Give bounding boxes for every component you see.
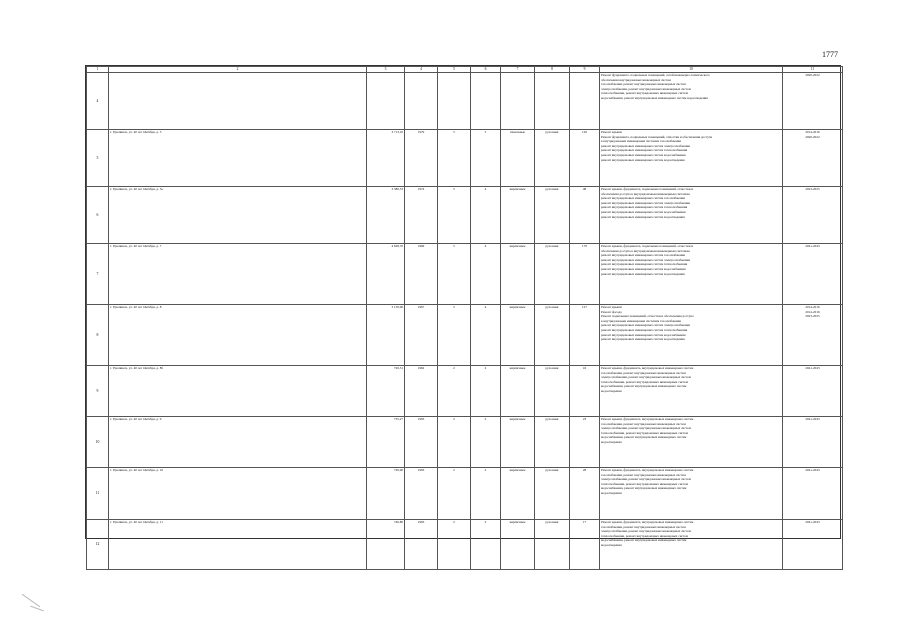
works-cell (600, 244, 783, 305)
wall-material-cell: кирпичные (501, 244, 535, 305)
header-cell: 10 (600, 67, 783, 73)
row-number: 8 (87, 305, 109, 366)
work-item: ремонт внутридомовых инженерных систем газоснабжения (601, 196, 685, 201)
period-cell (783, 520, 843, 570)
table-row (87, 417, 843, 468)
row-number: 5 (87, 130, 109, 187)
work-item: теплоснабжения, ремонт внутридомовых инженерных систем (601, 533, 688, 538)
area-cell: 735,27 (367, 417, 405, 468)
table-row (87, 244, 843, 305)
floors-cell: 2 (438, 468, 471, 520)
period-cell (783, 244, 843, 305)
period-item: 2041-2043 (805, 244, 820, 248)
address-cell: г. Урюпинск, ул. 40 лет Октября, д. 5 (109, 130, 367, 187)
address-cell: г. Урюпинск, ул. 40 лет Октября, д. 5а (109, 187, 367, 244)
period-item: 2014-2016 (805, 309, 820, 314)
row-number: 11 (87, 468, 109, 520)
work-item: Ремонт фасада (601, 309, 622, 314)
roof-type-cell: рулонная (535, 417, 570, 468)
apartments-cell (570, 73, 600, 130)
header-cell: 9 (570, 67, 600, 73)
floors-cell: 2 (438, 520, 471, 570)
period-item: 2014-2016 (805, 130, 820, 134)
work-item: электроснабжения, ремонт внутридомовых инженерных систем (601, 86, 691, 91)
wall-material-cell (501, 73, 535, 130)
row-number: 4 (87, 73, 109, 130)
work-item: водоснабжения, ремонт внутридомовых инженерных систем водоотведения (601, 95, 708, 100)
works-cell (600, 187, 783, 244)
area-cell: 3 380,53 (367, 187, 405, 244)
wall-material-cell: кирпичные (501, 187, 535, 244)
work-item: электроснабжения, ремонт внутридомовых инженерных систем (601, 529, 691, 534)
work-item: водоотведения (601, 388, 622, 393)
year-cell: 1969 (405, 244, 438, 305)
header-cell: 11 (783, 67, 843, 73)
period-cell (783, 305, 843, 366)
wall-material-cell: кирпичные (501, 366, 535, 417)
row-number: 6 (87, 187, 109, 244)
apartments-cell: 120 (570, 130, 600, 187)
roof-type-cell: рулонная (535, 366, 570, 417)
works-cell (600, 468, 783, 520)
area-cell: 740,80 (367, 520, 405, 570)
works-cell (600, 417, 783, 468)
year-cell: 1963 (405, 417, 438, 468)
entrances-cell (471, 73, 501, 130)
period-item: 2023-2025 (805, 314, 820, 319)
wall-material-cell: кирпичные (501, 417, 535, 468)
work-item: ремонт внутридомовых инженерных систем водоснабжения (601, 152, 686, 157)
period-cell (783, 468, 843, 520)
row-number: 9 (87, 366, 109, 417)
roof-type-cell: рулонная (535, 244, 570, 305)
work-item: электроснабжения, ремонт внутридомовых инженерных систем (601, 426, 691, 431)
floors-cell: 5 (438, 305, 471, 366)
scan-mark (30, 606, 43, 612)
work-item: ремонт внутридомовых инженерных систем газоснабжения (601, 253, 685, 258)
work-item: теплоснабжения, ремонт внутридомовых инженерных систем (601, 430, 688, 435)
period-cell (783, 73, 843, 130)
works-cell (600, 520, 783, 570)
period-cell (783, 187, 843, 244)
period-item: 2014-2016 (805, 305, 820, 309)
work-item: водоотведения (601, 439, 622, 444)
work-item: Ремонт подвальных помещений, отмостки и обеспечения доступа (601, 314, 694, 319)
work-item: обеспечения внутридомовых инженерных систем (601, 77, 671, 82)
work-item: ремонт внутридомовых инженерных систем электроснабжения (601, 143, 690, 148)
header-cell: 7 (501, 67, 535, 73)
work-item: водоснабжения, ремонт внутридомовых инженерных систем (601, 486, 687, 491)
header-cell: 2 (109, 67, 367, 73)
work-item: ремонт внутридомовых инженерных систем водоотведения (601, 271, 685, 276)
period-item: 2041-2043 (805, 468, 820, 472)
area-cell: 4 628,70 (367, 244, 405, 305)
entrances-cell: 2 (471, 520, 501, 570)
year-cell: 1979 (405, 130, 438, 187)
header-cell: 6 (471, 67, 501, 73)
page-number: 1777 (822, 50, 838, 59)
header-cell: 4 (405, 67, 438, 73)
capital-repair-table (86, 66, 843, 570)
work-item: Ремонт крыши (601, 130, 622, 134)
table-row (87, 520, 843, 570)
wall-material-cell: кирпичные (501, 305, 535, 366)
row-number: 10 (87, 417, 109, 468)
apartments-cell: 16 (570, 366, 600, 417)
table-row (87, 73, 843, 130)
year-cell: 1967 (405, 305, 438, 366)
roof-type-cell: рулонная (535, 520, 570, 570)
work-item: Ремонт крыши, фундамента, внутридомовых инженерных систем (601, 417, 694, 421)
apartments-cell: 17 (570, 520, 600, 570)
period-item: 2041-2043 (805, 520, 820, 524)
floors-cell (438, 73, 471, 130)
roof-type-cell (535, 73, 570, 130)
works-cell (600, 73, 783, 130)
area-cell: 3 713,10 (367, 130, 405, 187)
row-number: 7 (87, 244, 109, 305)
work-item: ремонт внутридомовых инженерных систем водоснабжения (601, 266, 686, 271)
entrances-cell: 4 (471, 187, 501, 244)
period-item: 2023-2025 (805, 187, 820, 191)
work-item: Ремонт крыши (601, 305, 622, 309)
work-item: теплоснабжения, ремонт внутридомовых инженерных систем (601, 481, 688, 486)
floors-cell: 2 (438, 417, 471, 468)
works-cell (600, 305, 783, 366)
area-cell: 3 150,00 (367, 305, 405, 366)
work-item: ремонт внутридомовых инженерных систем теплоснабжения (601, 262, 688, 267)
work-item: ремонт внутридомовых инженерных систем водоотведения (601, 157, 685, 162)
work-item: Ремонт крыши, фундамента, внутридомовых инженерных систем (601, 520, 694, 524)
floors-cell: 5 (438, 187, 471, 244)
work-item: ремонт внутридомовых инженерных систем водоотведения (601, 214, 685, 219)
wall-material-cell: кирпичные (501, 520, 535, 570)
period-item: 2041-2043 (805, 417, 820, 421)
work-item: ремонт внутридомовых инженерных систем водоснабжения (601, 209, 686, 214)
work-item: теплоснабжения, ремонт внутридомовых инженерных систем (601, 91, 688, 96)
table-row (87, 187, 843, 244)
work-item: Ремонт фундамента, подвальных помещений, отмостки и обеспечения доступа (601, 134, 713, 139)
row-number: 12 (87, 520, 109, 570)
floors-cell: 5 (438, 244, 471, 305)
area-cell: 720,00 (367, 468, 405, 520)
address-cell: г. Урюпинск, ул. 40 лет Октября, д. 10 (109, 468, 367, 520)
work-item: электроснабжения, ремонт внутридомовых инженерных систем (601, 477, 691, 482)
work-item: водоотведения (601, 542, 622, 547)
work-item: к внутридомовым инженерным системам газоснабжения (601, 139, 681, 144)
apartments-cell: 170 (570, 244, 600, 305)
work-item: Ремонт крыши, фундамента, подвальных помещений, отмостки и (601, 187, 694, 191)
work-item: обеспечения доступа к внутридомовым инженерным системам (601, 248, 690, 253)
header-cell: 8 (535, 67, 570, 73)
work-item: водоснабжения, ремонт внутридомовых инженерных систем (601, 435, 687, 440)
work-item: ремонт внутридомовых инженерных систем водоснабжения (601, 332, 686, 337)
apartments-cell: 127 (570, 305, 600, 366)
area-cell: 720,31 (367, 366, 405, 417)
work-item: ремонт внутридомовых инженерных систем электроснабжения (601, 200, 690, 205)
apartments-cell: 23 (570, 417, 600, 468)
work-item: к внутридомовым инженерным системам газоснабжения (601, 318, 681, 323)
floors-cell: 2 (438, 366, 471, 417)
year-cell: 1974 (405, 187, 438, 244)
work-item: газоснабжения, ремонт внутридомовых инженерных систем (601, 421, 686, 426)
work-item: газоснабжения, ремонт внутридомовых инженерных систем (601, 472, 686, 477)
work-item: газоснабжения, ремонт внутридомовых инженерных систем (601, 82, 686, 87)
entrances-cell: 5 (471, 130, 501, 187)
period-cell (783, 366, 843, 417)
header-cell: 5 (438, 67, 471, 73)
table-row (87, 305, 843, 366)
address-cell: г. Урюпинск, ул. 40 лет Октября, д. 8б (109, 366, 367, 417)
table-row (87, 366, 843, 417)
work-item: электроснабжения, ремонт внутридомовых инженерных систем (601, 375, 691, 380)
address-cell: г. Урюпинск, ул. 40 лет Октября, д. 7 (109, 244, 367, 305)
work-item: газоснабжения, ремонт внутридомовых инженерных систем (601, 524, 686, 529)
floors-cell: 5 (438, 130, 471, 187)
wall-material-cell: панельные (501, 130, 535, 187)
work-item: ремонт внутридомовых инженерных систем теплоснабжения (601, 205, 688, 210)
period-item: 2020-2022 (805, 134, 820, 139)
year-cell: 1963 (405, 520, 438, 570)
entrances-cell: 2 (471, 468, 501, 520)
work-item: теплоснабжения, ремонт внутридомовых инженерных систем (601, 379, 688, 384)
roof-type-cell: рулонная (535, 305, 570, 366)
work-item: газоснабжения, ремонт внутридомовых инженерных систем (601, 370, 686, 375)
wall-material-cell: кирпичные (501, 468, 535, 520)
work-item: Ремонт фундамента, подвальных помещений, сетей инженерно-технического (601, 73, 710, 77)
work-item: водоснабжения, ремонт внутридомовых инженерных систем (601, 384, 687, 389)
apartments-cell: 48 (570, 187, 600, 244)
work-item: Ремонт крыши, фундамента, внутридомовых инженерных систем (601, 366, 694, 370)
year-cell (405, 73, 438, 130)
work-item: обеспечения доступа к внутридомовым инженерным системам (601, 191, 690, 196)
roof-type-cell: рулонная (535, 130, 570, 187)
work-item: Ремонт крыши, фундамента, подвальных помещений, отмостки и (601, 244, 694, 248)
work-item: ремонт внутридомовых инженерных систем водоотведения (601, 337, 685, 342)
entrances-cell: 2 (471, 366, 501, 417)
work-item: ремонт внутридомовых инженерных систем теплоснабжения (601, 148, 688, 153)
year-cell: 1962 (405, 366, 438, 417)
year-cell: 1963 (405, 468, 438, 520)
entrances-cell: 2 (471, 417, 501, 468)
address-cell: г. Урюпинск, ул. 40 лет Октября, д. 8 (109, 305, 367, 366)
work-item: ремонт внутридомовых инженерных систем теплоснабжения (601, 327, 688, 332)
header-cell: 3 (367, 67, 405, 73)
table-row (87, 130, 843, 187)
apartments-cell: 28 (570, 468, 600, 520)
period-cell (783, 417, 843, 468)
work-item: ремонт внутридомовых инженерных систем электроснабжения (601, 257, 690, 262)
header-cell: 1 (87, 67, 109, 73)
address-cell (109, 73, 367, 130)
entrances-cell: 4 (471, 305, 501, 366)
table-row (87, 468, 843, 520)
period-cell (783, 130, 843, 187)
entrances-cell: 4 (471, 244, 501, 305)
address-cell: г. Урюпинск, ул. 40 лет Октября, д. 9 (109, 417, 367, 468)
period-item: 2020-2022 (805, 73, 820, 77)
roof-type-cell: рулонная (535, 187, 570, 244)
period-item: 2041-2043 (805, 366, 820, 370)
area-cell (367, 73, 405, 130)
work-item: водоотведения (601, 490, 622, 495)
work-item: водоснабжения, ремонт внутридомовых инженерных систем (601, 538, 687, 543)
work-item: ремонт внутридомовых инженерных систем электроснабжения (601, 323, 690, 328)
address-cell: г. Урюпинск, ул. 40 лет Октября, д. 11 (109, 520, 367, 570)
works-cell (600, 130, 783, 187)
works-cell (600, 366, 783, 417)
work-item: Ремонт крыши, фундамента, внутридомовых инженерных систем (601, 468, 694, 472)
capital-repair-table-sheet (85, 65, 841, 547)
roof-type-cell: рулонная (535, 468, 570, 520)
